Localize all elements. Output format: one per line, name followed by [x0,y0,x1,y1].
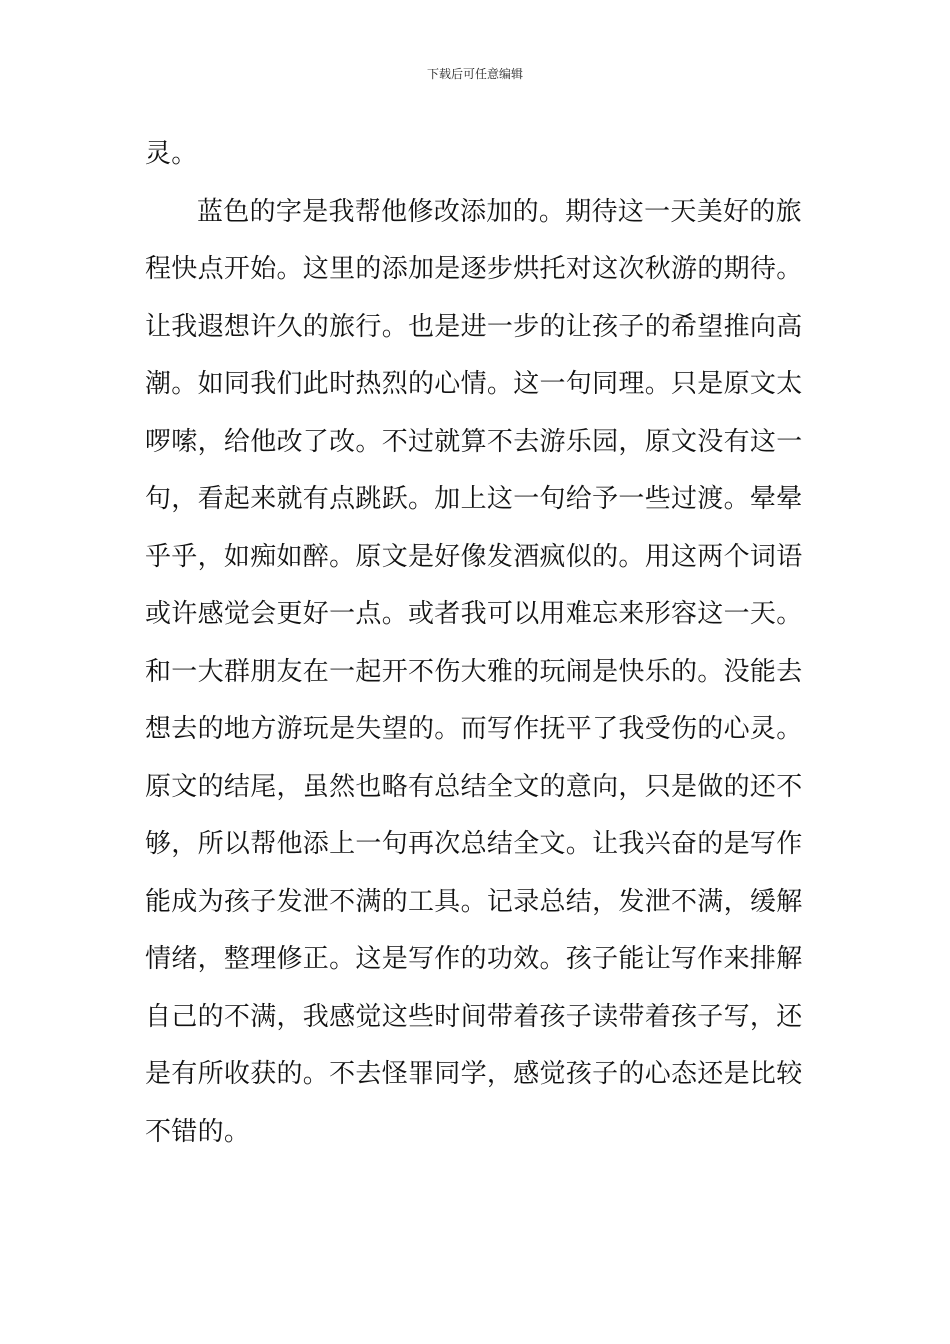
text-line: 句，看起来就有点跳跃。加上这一句给予一些过渡。晕晕 [145,484,803,514]
page-header: 下载后可任意编辑 [426,67,523,81]
text-line: 让我遐想许久的旅行。也是进一步的让孩子的希望推向高 [145,311,803,342]
body-text [145,126,810,1161]
text-line: 够，所以帮他添上一句再次总结全文。让我兴奋的是写作 [145,829,803,859]
text-line: 情绪，整理修正。这是写作的功效。孩子能让写作来排解 [145,944,803,974]
text-line: 潮。如同我们此时热烈的心情。这一句同理。只是原文太 [145,369,803,399]
text-line: 能成为孩子发泄不满的工具。记录总结，发泄不满，缓解 [145,886,803,917]
text-line: 或许感觉会更好一点。或者我可以用难忘来形容这一天。 [145,599,803,629]
text-line: 不错的。 [145,1116,251,1147]
text-line: 程快点开始。这里的添加是逐步烘托对这次秋游的期待。 [145,254,803,284]
paragraph-first-line: 蓝色的字是我帮他修改添加的。期待这一天美好的旅 [197,196,802,227]
text-line: 和一大群朋友在一起开不伤大雅的玩闹是快乐的。没能去 [145,656,803,687]
text-line: 灵。 [145,139,198,169]
text-line: 自己的不满，我感觉这些时间带着孩子读带着孩子写，还 [145,1001,803,1032]
text-line: 想去的地方游玩是失望的。而写作抚平了我受伤的心灵。 [145,714,803,744]
text-line: 是有所收获的。不去怪罪同学，感觉孩子的心态还是比较 [145,1059,803,1089]
text-line: 乎乎，如痴如醉。原文是好像发酒疯似的。用这两个词语 [145,541,803,572]
text-line: 啰嗦，给他改了改。不过就算不去游乐园，原文没有这一 [145,426,803,457]
text-line: 原文的结尾，虽然也略有总结全文的意向，只是做的还不 [145,771,803,802]
